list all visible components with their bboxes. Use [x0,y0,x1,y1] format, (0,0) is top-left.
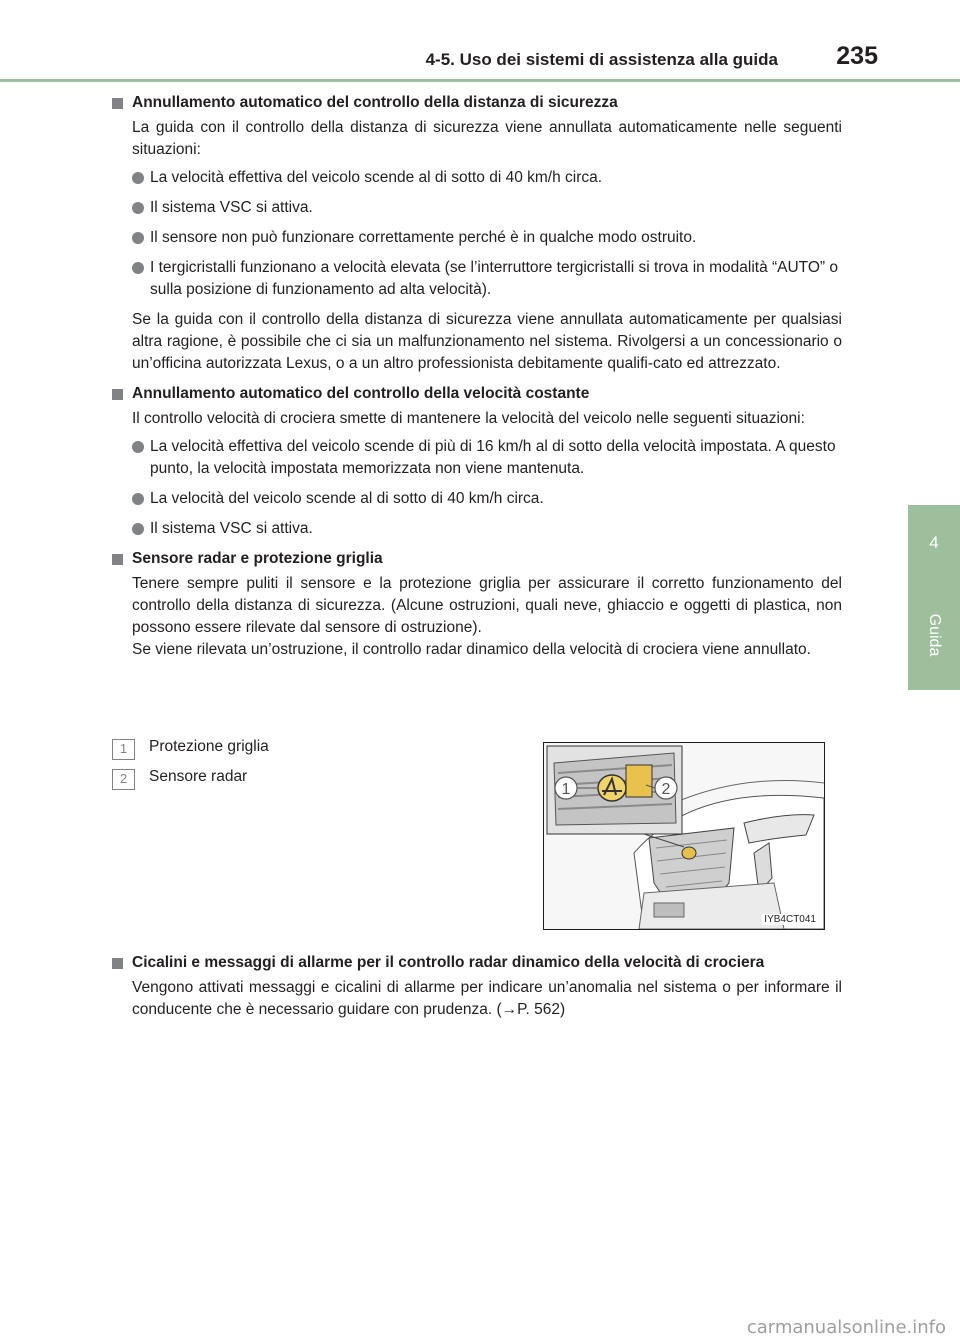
main-content [112,92,842,669]
section-constant-speed-cancel [112,383,842,540]
section-alarms [112,952,842,1027]
circle-bullet-icon [132,202,144,214]
page-number: 235 [836,42,878,70]
list-item: La velocità del veicolo scende al di sotto di 40 km/h circa. [132,488,842,510]
list-item: Il sistema VSC si attiva. [132,518,842,540]
section-heading: Annullamento automatico del controllo della distanza di sicurezza [112,92,842,114]
circle-bullet-icon [132,441,144,453]
section-heading: Cicalini e messaggi di allarme per il controllo radar dinamico della velocità di crociera [112,952,842,974]
square-bullet-icon [112,98,123,109]
circle-bullet-icon [132,493,144,505]
section-intro: La guida con il controllo della distanza di sicurezza viene annullata automaticamente nelle seguenti situazioni: [132,119,842,158]
section-heading: Sensore radar e protezione griglia [112,548,842,570]
car-front-drawing [544,743,824,929]
callout-label: 1 [561,781,571,798]
list-item: Il sensore non può funzionare correttamente perché è in qualche modo ostruito. [132,227,842,249]
section-text: Vengono attivati messaggi e cicalini di allarme per indicare un’anomalia nel sistema o per informare il conducente che è necessario guidare con prudenza. (→P. 562) [132,979,842,1018]
section-radar-sensor [112,548,842,661]
square-bullet-icon [112,958,123,969]
square-bullet-icon [112,389,123,400]
section-intro: Tenere sempre puliti il sensore e la protezione griglia per assicurare il corretto funzionamento del controllo della distanza di sicurezza. (Alcune ostruzioni, quali neve, ghiaccio e oggetti di plastica, non possono essere rilevate dal sensore di ostruzione). [132,575,842,636]
running-header-title: 4-5. Uso dei sistemi di assistenza alla guida [425,50,778,69]
callout-label: 2 [661,781,671,798]
section-outro: Se la guida con il controllo della distanza di sicurezza viene annullata automaticamente per qualsiasi altra ragione, è possibile che ci sia un malfunzionamento nel sistema. Rivolgersi a un concessionario o un’officina autorizzata Lexus, o a un altro professionista debitamente qualifi-cato ed attrezzato. [132,311,842,372]
chapter-side-tab [908,505,960,690]
section-heading: Annullamento automatico del controllo della velocità costante [112,383,842,405]
circle-bullet-icon [132,523,144,535]
section-distance-cancel [112,92,842,375]
legend-label: Protezione griglia [149,738,269,755]
chapter-number: 4 [929,533,939,552]
square-bullet-icon [112,554,123,565]
callout-number-box: 1 [112,739,135,760]
callout-number-box: 2 [112,769,135,790]
legend-label: Sensore radar [149,768,248,785]
figure-code: IYB4CT041 [764,914,816,925]
list-item: La velocità effettiva del veicolo scende di più di 16 km/h al di sotto della velocità impostata. A questo punto, la velocità impostata memorizzata non viene mantenuta. [132,436,842,480]
circle-bullet-icon [132,232,144,244]
section-intro: Il controllo velocità di crociera smette di mantenere la velocità del veicolo nelle seguenti situazioni: [132,410,805,427]
list-item: Il sistema VSC si attiva. [132,197,842,219]
list-item: La velocità effettiva del veicolo scende al di sotto di 40 km/h circa. [132,167,842,189]
chapter-label: Guida [926,613,943,657]
circle-bullet-icon [132,172,144,184]
section-outro: Se viene rilevata un’ostruzione, il controllo radar dinamico della velocità di crociera viene annullato. [132,641,811,658]
circle-bullet-icon [132,262,144,274]
watermark: carmanualsonline.info [746,1317,946,1338]
header-divider [0,79,960,82]
list-item: I tergicristalli funzionano a velocità elevata (se l’interruttore tergicristalli si trova in modalità “AUTO” o sulla posizione di funzionamento ad alta velocità). [132,257,842,301]
car-front-illustration [543,742,825,930]
